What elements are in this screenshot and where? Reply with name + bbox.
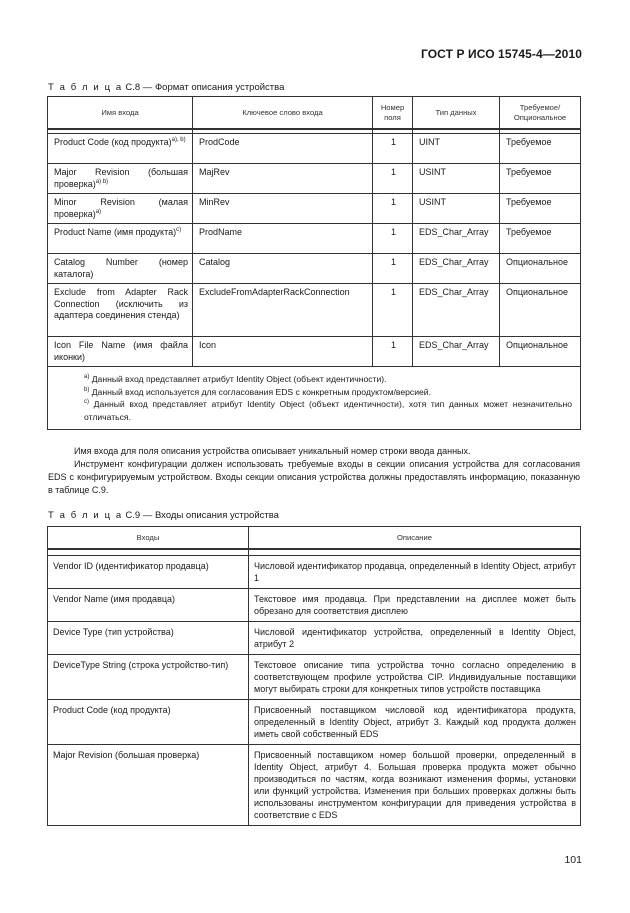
table-c8-col-header: Номер поля <box>373 97 413 130</box>
table-row <box>48 194 581 224</box>
requirement-cell: Требуемое <box>500 164 581 194</box>
body-paragraph: Имя входа для поля описания устройства описывает уникальный номер строки ввода данных. <box>74 446 471 456</box>
input-cell: Major Revision (большая проверка) <box>48 744 249 825</box>
standard-designation: ГОСТ Р ИСО 15745-4—2010 <box>420 47 582 61</box>
input-name-cell: Product Code (код продукта)$^{a), b)}$ <box>48 134 193 164</box>
table-row <box>48 588 581 621</box>
table-c9-header-row <box>48 527 581 550</box>
requirement-cell: Требуемое <box>500 194 581 224</box>
field-number-cell: 1 <box>373 337 413 367</box>
table-c9-caption-title: С.9 — Входы описания устройства <box>122 510 279 521</box>
field-number-cell: 1 <box>373 284 413 337</box>
input-cell: DeviceType String (строка устройство-тип) <box>48 654 249 699</box>
description-cell: Числовой идентификатор продавца, определенный в Identity Object, атрибут 1 <box>249 555 581 588</box>
table-row <box>48 134 581 164</box>
table-row <box>48 555 581 588</box>
requirement-cell: Опциональное <box>500 284 581 337</box>
table-c9-col-header: Описание <box>249 527 581 550</box>
input-name-cell: Catalog Number (номер каталога) <box>48 254 193 284</box>
table-c8-col-header: Ключевое слово входа <box>193 97 373 130</box>
description-cell: Текстовое имя продавца. При представлении на дисплее может быть обрезано для соответствия дисплею <box>249 588 581 621</box>
description-cell: Числовой идентификатор устройства, определенный в Identity Object, атрибут 2 <box>249 621 581 654</box>
table-c8-col-header: Тип данных <box>413 97 500 130</box>
data-type-cell: EDS_Char_Array <box>413 284 500 337</box>
keyword-cell: MinRev <box>193 194 373 224</box>
keyword-cell: ProdName <box>193 224 373 254</box>
data-type-cell: USINT <box>413 164 500 194</box>
description-cell: Присвоенный поставщиком числовой код идентификатора продукта, определенный в Identity Object, атрибут 3. Каждый код продукта должен иметь свой собственный EDS <box>249 699 581 744</box>
input-name-cell: Icon File Name (имя файла иконки) <box>48 337 193 367</box>
table-c8 <box>47 96 581 430</box>
requirement-cell: Опциональное <box>500 337 581 367</box>
input-cell: Product Code (код продукта) <box>48 699 249 744</box>
table-c8-caption-prefix: Т а б л и ц а <box>48 82 123 93</box>
table-c9-caption <box>48 510 279 521</box>
data-type-cell: UINT <box>413 134 500 164</box>
table-c8-caption-title: С.8 — Формат описания устройства <box>122 82 285 93</box>
footnote: $^{b)}$ Данный вход используется для согласования EDS с конкретным продуктом/версией. <box>84 386 431 397</box>
table-row <box>48 337 581 367</box>
body-text <box>48 445 580 497</box>
data-type-cell: USINT <box>413 194 500 224</box>
input-name-cell: Product Name (имя продукта)$^{c)}$ <box>48 224 193 254</box>
keyword-cell: ProdCode <box>193 134 373 164</box>
field-number-cell: 1 <box>373 194 413 224</box>
requirement-cell: Требуемое <box>500 134 581 164</box>
field-number-cell: 1 <box>373 224 413 254</box>
input-cell: Vendor ID (идентификатор продавца) <box>48 555 249 588</box>
input-name-cell: Major Revision (большая проверка)$^{a) b)}$ <box>48 164 193 194</box>
field-number-cell: 1 <box>373 254 413 284</box>
footnote: $^{a)}$ Данный вход представляет атрибут Identity Object (объект идентичности). <box>84 374 387 384</box>
footnote: $^{c)}$ Данный вход представляет атрибут Identity Object (объект идентичности), хотя тип данных может незначительно отличаться. <box>84 399 572 422</box>
keyword-cell: Icon <box>193 337 373 367</box>
table-row <box>48 621 581 654</box>
requirement-cell: Опциональное <box>500 254 581 284</box>
table-c8-caption <box>48 82 284 93</box>
field-number-cell: 1 <box>373 134 413 164</box>
keyword-cell: ExcludeFromAdapterRackConnection <box>193 284 373 337</box>
table-row <box>48 744 581 825</box>
description-cell: Присвоенный поставщиком номер большой проверки, определенный в Identity Object, атрибут 4. Большая проверка продукта может обычно производиться по частям, когда возникают изменения формы, установки или функций устройства. Изменения при больших проверках должны быть использованы инструментом конфигурации для приведения устройства в соответствие с EDS <box>249 744 581 825</box>
table-c8-col-header: Имя входа <box>48 97 193 130</box>
table-row <box>48 164 581 194</box>
table-c9 <box>47 526 581 826</box>
field-number-cell: 1 <box>373 164 413 194</box>
page-number: 101 <box>564 854 582 866</box>
data-type-cell: EDS_Char_Array <box>413 224 500 254</box>
data-type-cell: EDS_Char_Array <box>413 337 500 367</box>
table-row <box>48 284 581 337</box>
table-row <box>48 699 581 744</box>
table-row <box>48 224 581 254</box>
table-row <box>48 654 581 699</box>
keyword-cell: MajRev <box>193 164 373 194</box>
table-c9-caption-prefix: Т а б л и ц а <box>48 510 123 521</box>
keyword-cell: Catalog <box>193 254 373 284</box>
table-c8-col-header: Требуемое/ Опциональное <box>500 97 581 130</box>
requirement-cell: Требуемое <box>500 224 581 254</box>
data-type-cell: EDS_Char_Array <box>413 254 500 284</box>
table-row <box>48 254 581 284</box>
input-name-cell: Minor Revision (малая проверка)$^{a)}$ <box>48 194 193 224</box>
input-cell: Vendor Name (имя продавца) <box>48 588 249 621</box>
table-c8-header-row <box>48 97 581 130</box>
table-c8-notes-row <box>48 367 581 430</box>
body-paragraph: Инструмент конфигурации должен использовать требуемые входы в секции описания устройства для согласования EDS с конфигурируемым устройством. Входы секции описания устройства должны предоставлять информацию, показанную в таблице С.9. <box>48 459 580 495</box>
table-c8-footnotes <box>48 367 581 430</box>
input-name-cell: Exclude from Adapter Rack Connection (исключить из адаптера соединения стенда) <box>48 284 193 337</box>
description-cell: Текстовое описание типа устройства точно согласно определению в соответствующем профиле устройства CIP. Индивидуальные поставщики могут выбирать строки для конкретных типов устройств поставщика <box>249 654 581 699</box>
table-c9-col-header: Входы <box>48 527 249 550</box>
input-cell: Device Type (тип устройства) <box>48 621 249 654</box>
